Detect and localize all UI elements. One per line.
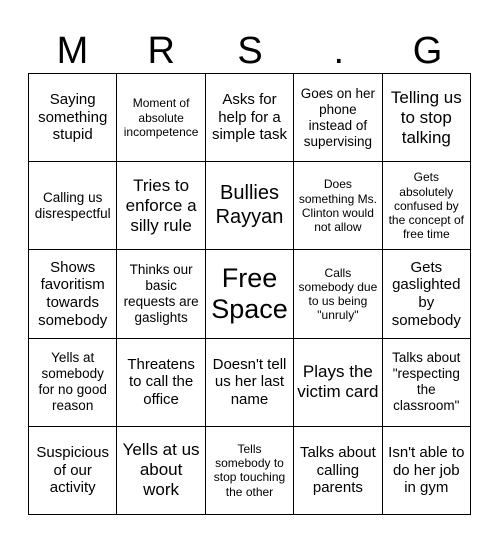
bingo-cell[interactable]	[206, 74, 294, 162]
bingo-grid	[28, 73, 471, 515]
bingo-cell[interactable]	[294, 427, 382, 515]
cell-text: Yells at somebody for no good reason	[38, 350, 107, 414]
cell-text: Thinks our basic requests are gaslights	[123, 262, 199, 325]
title-letter: R	[147, 30, 175, 72]
cell-text: Telling us to stop talking	[390, 87, 462, 147]
title-letter: G	[412, 30, 443, 72]
cell-text: Calling us disrespectful	[34, 189, 111, 221]
cell-text: Doesn't tell us her last name	[212, 355, 287, 409]
bingo-cell[interactable]	[29, 162, 117, 250]
bingo-cell[interactable]	[29, 250, 117, 338]
bingo-cell[interactable]	[383, 250, 471, 338]
bingo-cell[interactable]	[383, 339, 471, 427]
bingo-cell[interactable]	[29, 427, 117, 515]
cell-text: Plays the victim card	[297, 362, 379, 402]
cell-text: Shows favoritism towards somebody	[38, 258, 108, 329]
cell-text: Asks for help for a simple task	[211, 91, 287, 144]
bingo-cell[interactable]	[206, 427, 294, 515]
cell-text: Tells somebody to stop touching the other	[213, 442, 286, 499]
cell-text: Talks about "respecting the classroom"	[392, 350, 461, 414]
bingo-cell[interactable]	[294, 74, 382, 162]
bingo-cell[interactable]	[294, 339, 382, 427]
cell-text: Bullies Rayyan	[215, 182, 284, 228]
bingo-cell[interactable]	[117, 339, 205, 427]
bingo-cell[interactable]	[117, 162, 205, 250]
title-letter: M	[56, 30, 89, 72]
cell-text: Yells at us about work	[122, 440, 200, 500]
cell-text: Isn't able to do her job in gym	[388, 443, 465, 497]
cell-text: Suspicious of our activity	[36, 443, 109, 497]
bingo-cell[interactable]	[294, 250, 382, 338]
cell-text: Talks about calling parents	[299, 443, 376, 497]
cell-text: Calls somebody due to us being "unruly"	[298, 265, 378, 323]
bingo-cell[interactable]	[29, 74, 117, 162]
bingo-cell[interactable]	[383, 427, 471, 515]
bingo-cell[interactable]	[117, 427, 205, 515]
bingo-cell[interactable]	[117, 250, 205, 338]
cell-text: Gets gaslighted by somebody	[391, 258, 461, 329]
cell-text: Free Space	[211, 262, 288, 324]
title-letter: .	[333, 30, 345, 72]
cell-text: Goes on her phone instead of supervising	[300, 85, 376, 149]
cell-text: Does something Ms. Clinton would not allow	[298, 177, 377, 234]
cell-text: Threatens to call the office	[127, 355, 195, 409]
cell-text: Saying something stupid	[38, 91, 108, 144]
free-space-cell[interactable]	[206, 250, 294, 338]
bingo-cell[interactable]	[294, 162, 382, 250]
bingo-cell[interactable]	[117, 74, 205, 162]
bingo-cell[interactable]	[383, 162, 471, 250]
bingo-cell[interactable]	[206, 162, 294, 250]
bingo-title	[28, 28, 472, 74]
bingo-cell[interactable]	[29, 339, 117, 427]
title-letter: S	[237, 30, 263, 72]
cell-text: Gets absolutely confused by the concept of free time	[388, 170, 464, 242]
bingo-cell[interactable]	[206, 339, 294, 427]
cell-text: Moment of absolute incompetence	[123, 96, 199, 139]
bingo-cell[interactable]	[383, 74, 471, 162]
cell-text: Tries to enforce a silly rule	[125, 175, 197, 235]
